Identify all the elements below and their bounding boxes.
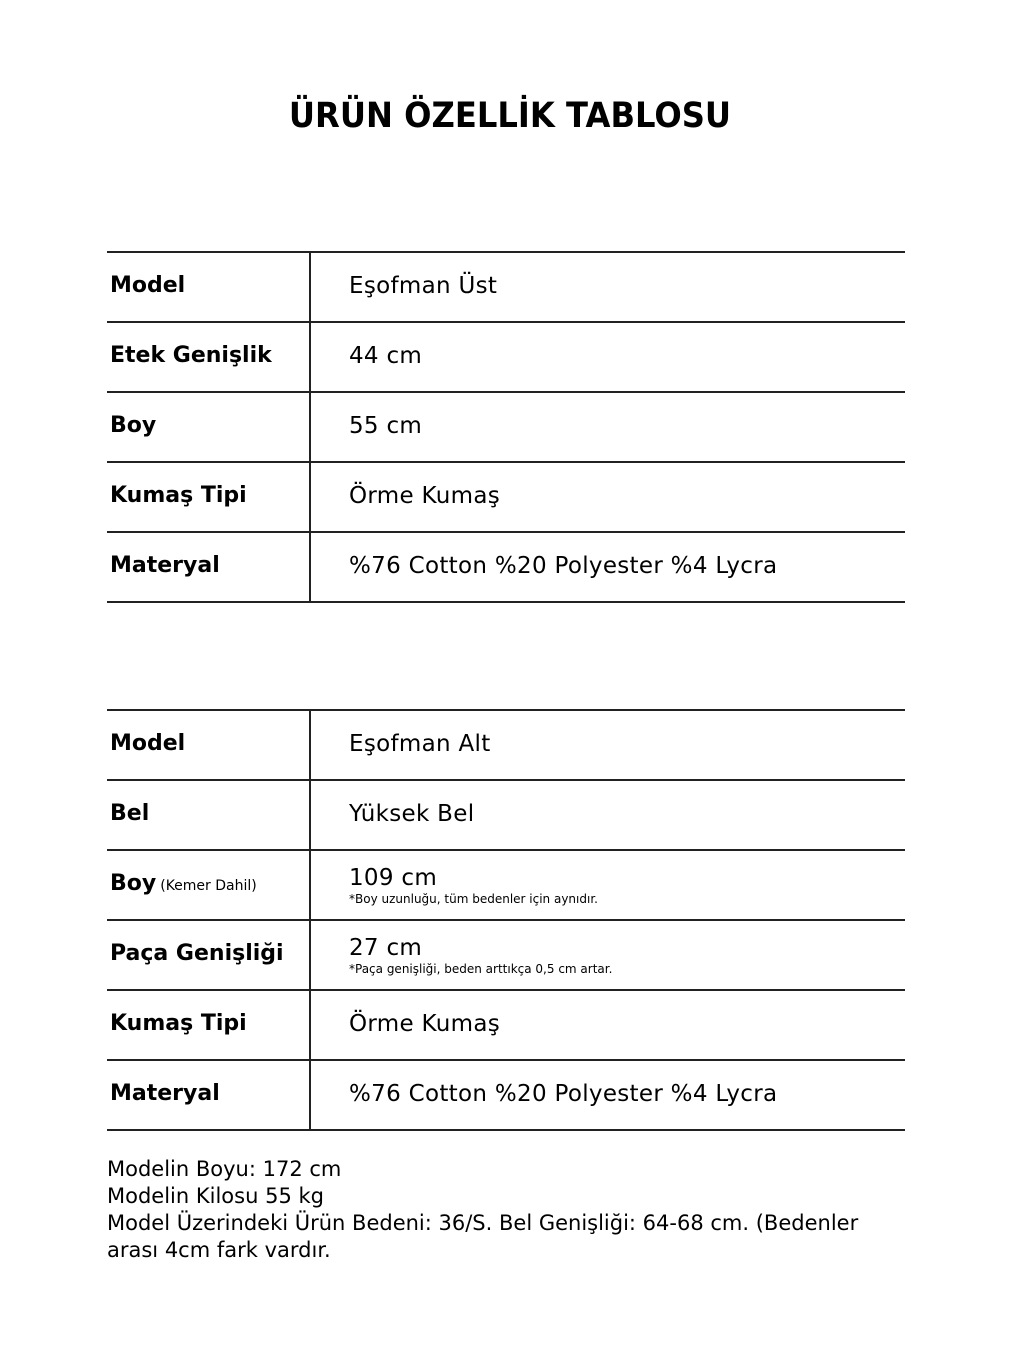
- table-row: [107, 849, 905, 919]
- row-value: [349, 865, 598, 906]
- table-row: [107, 461, 905, 531]
- column-divider: [309, 463, 311, 531]
- model-height: Modelin Boyu: 172 cm: [107, 1157, 342, 1181]
- column-divider: [309, 533, 311, 601]
- row-value: Yüksek Bel: [349, 801, 475, 827]
- column-divider: [309, 323, 311, 391]
- row-label: Model: [110, 731, 186, 756]
- row-label: Kumaş Tipi: [110, 483, 247, 508]
- table-row: [107, 989, 905, 1059]
- model-weight: Modelin Kilosu 55 kg: [107, 1184, 324, 1208]
- table-row: [107, 919, 905, 989]
- column-divider: [309, 991, 311, 1059]
- table-row: [107, 391, 905, 461]
- row-note: *Boy uzunluğu, tüm bedenler için aynıdır.: [349, 892, 598, 906]
- row-value: %76 Cotton %20 Polyester %4 Lycra: [349, 1081, 778, 1107]
- row-value: %76 Cotton %20 Polyester %4 Lycra: [349, 553, 778, 579]
- row-value: Örme Kumaş: [349, 1011, 501, 1037]
- table-row: [107, 251, 905, 321]
- row-label: Paça Genişliği: [110, 941, 284, 966]
- row-label: Etek Genişlik: [110, 343, 272, 368]
- column-divider: [309, 1061, 311, 1129]
- row-label: [110, 871, 257, 896]
- row-label: Boy: [110, 413, 157, 438]
- column-divider: [309, 393, 311, 461]
- column-divider: [309, 921, 311, 989]
- row-sublabel: (Kemer Dahil): [160, 878, 257, 894]
- spec-table-bottom: [107, 709, 905, 1131]
- model-size: Model Üzerindeki Ürün Bedeni: 36/S. Bel Genişliği: 64-68 cm. (Bedenler arası 4cm fark vardır.: [107, 1211, 859, 1262]
- row-value: Eşofman Üst: [349, 273, 498, 299]
- row-value: Eşofman Alt: [349, 731, 491, 757]
- row-value-text: 27 cm: [349, 935, 423, 961]
- table-row: [107, 531, 905, 603]
- row-label: Kumaş Tipi: [110, 1011, 247, 1036]
- row-value: 44 cm: [349, 343, 423, 369]
- row-label-text: Boy: [110, 871, 157, 896]
- spec-table-top: [107, 251, 905, 603]
- row-value: [349, 935, 612, 976]
- row-value: 55 cm: [349, 413, 423, 439]
- row-note: *Paça genişliği, beden arttıkça 0,5 cm artar.: [349, 962, 613, 976]
- row-value-text: 109 cm: [349, 865, 438, 891]
- table-row: [107, 1059, 905, 1131]
- row-value: Örme Kumaş: [349, 483, 501, 509]
- column-divider: [309, 711, 311, 779]
- table-row: [107, 321, 905, 391]
- column-divider: [309, 253, 311, 321]
- column-divider: [309, 851, 311, 919]
- model-info: [107, 1156, 907, 1264]
- row-label: Materyal: [110, 1081, 220, 1106]
- row-label: Materyal: [110, 553, 220, 578]
- row-label: Bel: [110, 801, 150, 826]
- column-divider: [309, 781, 311, 849]
- table-row: [107, 709, 905, 779]
- row-label: Model: [110, 273, 186, 298]
- table-row: [107, 779, 905, 849]
- page-title: ÜRÜN ÖZELLİK TABLOSU: [288, 96, 732, 136]
